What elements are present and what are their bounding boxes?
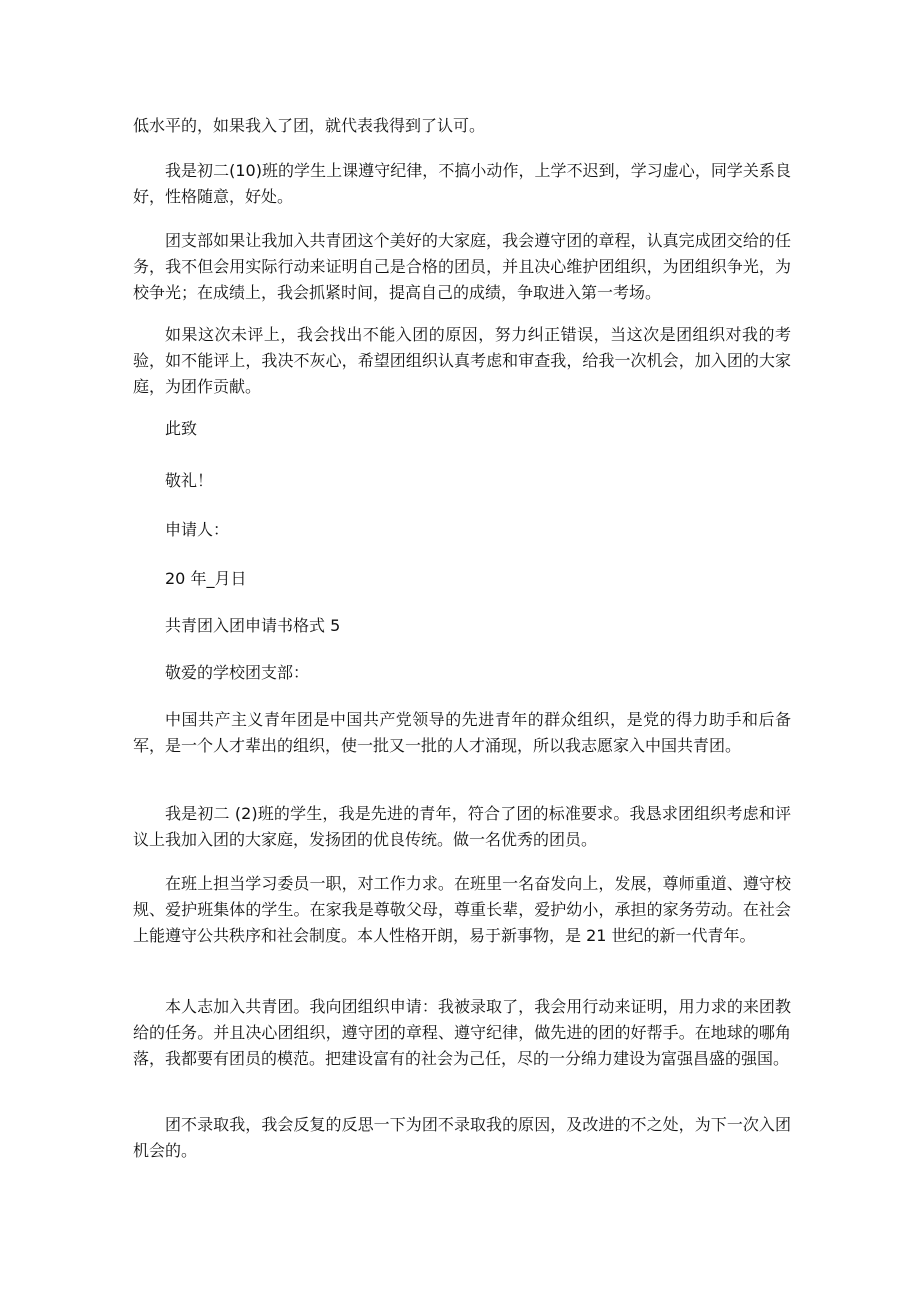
closing-regards: 敬礼！ — [165, 471, 214, 490]
paragraph-continuation: 低水平的，如果我入了团，就代表我得到了认可。 — [133, 116, 486, 135]
paragraph-application: 本人志加入共青团。我向团组织申请：我被录取了，我会用行动来证明，用力求的来团教给的任务。并且决心团组织，遵守团的章程、遵守纪律，做先进的团的好帮手。在地球的哪角落，我都要有团员的模范。把建设富有的社会为己任，尽的一分绵力建设为富强昌盛的强国。 — [133, 997, 791, 1068]
closing-salutation: 此致 — [165, 419, 198, 438]
date-line: 20 年_月日 — [165, 569, 247, 588]
greeting: 敬爱的学校团支部： — [165, 663, 310, 682]
section-heading: 共青团入团申请书格式 5 — [165, 616, 341, 635]
paragraph-self-intro: 我是初二(10)班的学生上课遵守纪律，不搞小动作，上学不迟到，学习虚心，同学关系良好，性格随意，好处。 — [133, 161, 791, 206]
paragraph-commitment: 团支部如果让我加入共青团这个美好的大家庭，我会遵守团的章程，认真完成团交给的任务，我不但会用实际行动来证明自己是合格的团员，并且决心维护团组织，为团组织争光，为校争光；在成绩上，我会抓紧时间，提高自己的成绩，争取进入第一考场。 — [133, 231, 791, 302]
paragraph-class-duties: 在班上担当学习委员一职，对工作力求。在班里一名奋发向上，发展，尊师重道、遵守校规、爱护班集体的学生。在家我是尊敬父母，尊重长辈，爱护幼小，承担的家务劳动。在社会上能遵守公共秩序和社会制度。本人性格开朗，易于新事物，是 21 世纪的新一代青年。 — [133, 874, 791, 945]
paragraph-student-info: 我是初二 (2)班的学生，我是先进的青年，符合了团的标准要求。我恳求团组织考虑和评议上我加入团的大家庭，发扬团的优良传统。做一名优秀的团员。 — [133, 804, 791, 849]
paragraph-about-league: 中国共产主义青年团是中国共产党领导的先进青年的群众组织，是党的得力助手和后备军，是一个人才辈出的组织，使一批又一批的人才涌现，所以我志愿家入中国共青团。 — [133, 710, 791, 755]
applicant-label: 申请人： — [165, 520, 230, 539]
paragraph-if-rejected: 团不录取我，我会反复的反思一下为团不录取我的原因，及改进的不之处，为下一次入团机会的。 — [133, 1115, 791, 1160]
paragraph-if-not-selected: 如果这次未评上，我会找出不能入团的原因，努力纠正错误，当这次是团组织对我的考验，如不能评上，我决不灰心，希望团组织认真考虑和审查我，给我一次机会，加入团的大家庭，为团作贡献。 — [133, 325, 791, 396]
